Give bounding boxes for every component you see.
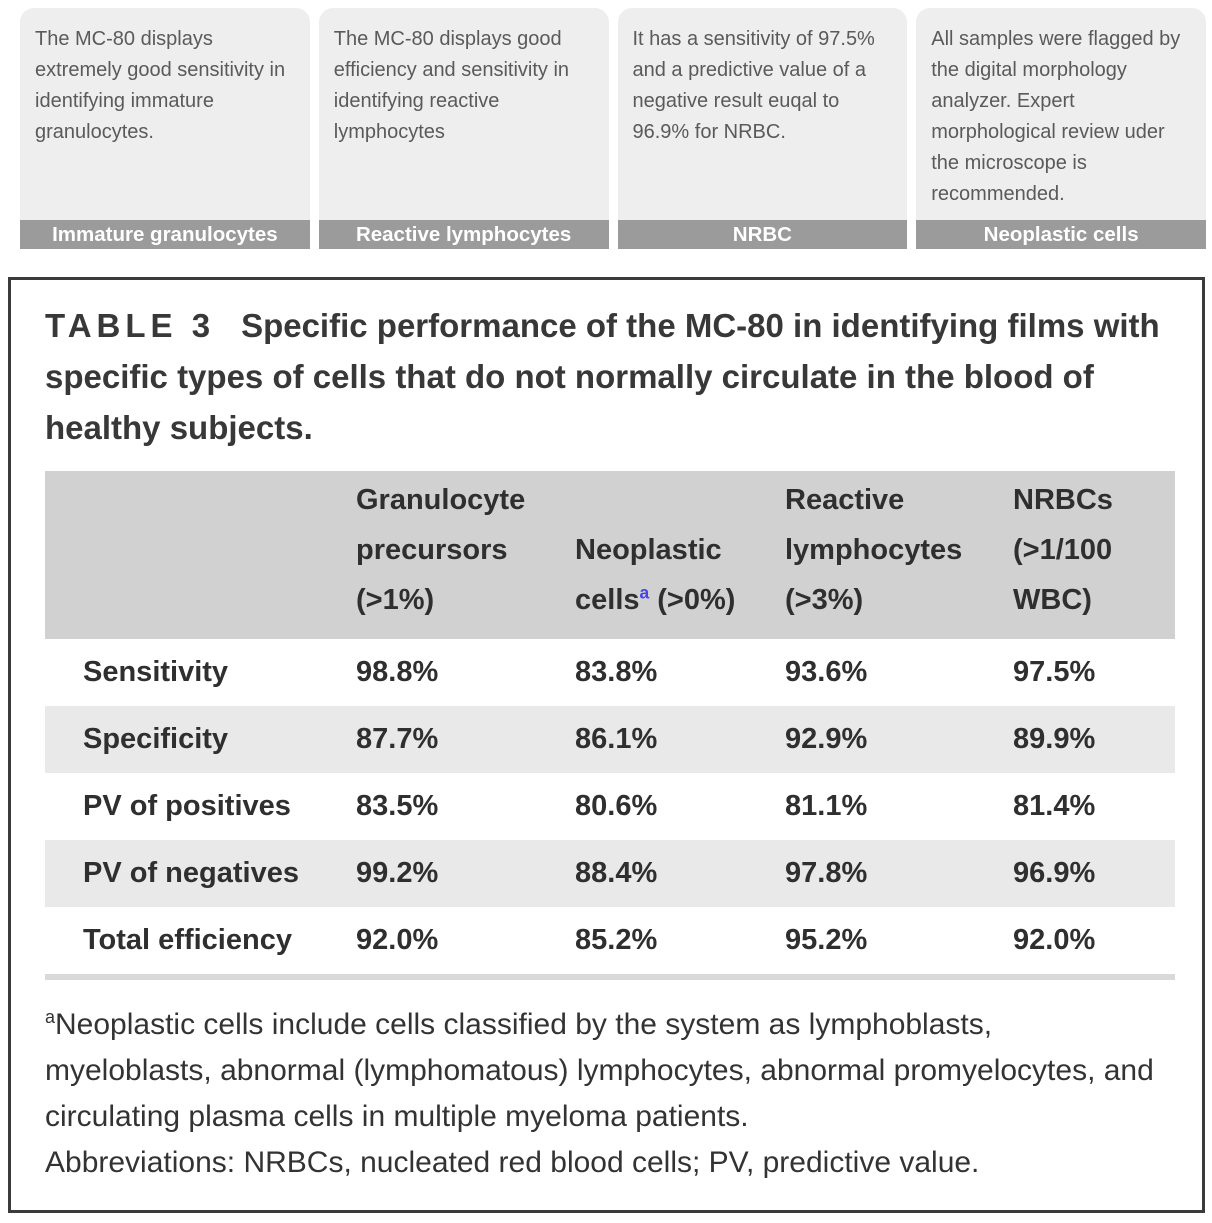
card-category-label: Immature granulocytes — [20, 220, 310, 249]
cell-value: 93.6% — [785, 656, 868, 688]
cell-value: 80.6% — [575, 790, 658, 822]
cell-value: 92.0% — [1013, 924, 1096, 956]
table-row-specificity — [45, 706, 1175, 773]
performance-table — [11, 471, 1202, 980]
cell-value: 97.5% — [1013, 656, 1096, 688]
footnote-superscript: a — [45, 1007, 56, 1027]
table-row-sensitivity — [45, 639, 1175, 706]
header-cell-neoplastic-cells: Neoplastic cells$^a$ (>0%) — [575, 534, 736, 616]
cell-value: 89.9% — [1013, 723, 1096, 755]
table-row-pv-positives — [45, 773, 1175, 840]
footnote-text: Neoplastic cells include cells classified by the system as lymphoblasts, myeloblasts, abnormal (lymphomatous) lymphocytes, abnormal promyelocytes, and circulating plasma cells in multiple myeloma patients. — [45, 1008, 1154, 1133]
cell-value: 81.4% — [1013, 790, 1096, 822]
cell-value: 97.8% — [785, 857, 868, 889]
table-caption: Specific performance of the MC-80 in identifying films with specific types of cells that do not normally circulate in the blood of healthy subjects. — [45, 307, 1160, 446]
cell-value: 92.9% — [785, 723, 868, 755]
cell-value: 87.7% — [356, 723, 439, 755]
summary-cards-row — [20, 8, 1206, 249]
cell-value: 96.9% — [1013, 857, 1096, 889]
row-label: Total efficiency — [83, 924, 292, 956]
table-header-row — [45, 471, 1175, 639]
card-neoplastic-cells — [916, 8, 1206, 249]
cell-value: 83.8% — [575, 656, 658, 688]
card-text: The MC-80 displays extremely good sensitivity in identifying immature granulocytes. — [20, 8, 310, 220]
footnote-abbreviations: Abbreviations: NRBCs, nucleated red blood cells; PV, predictive value. — [45, 1146, 980, 1179]
card-category-label: NRBC — [618, 220, 908, 249]
row-label: Specificity — [83, 723, 229, 755]
card-text: It has a sensitivity of 97.5% and a predictive value of a negative result euqal to 96.9% for NRBC. — [618, 8, 908, 220]
cell-value: 83.5% — [356, 790, 439, 822]
cell-value: 92.0% — [356, 924, 439, 956]
card-category-label: Neoplastic cells — [916, 220, 1206, 249]
card-reactive-lymphocytes — [319, 8, 609, 249]
cell-value: 95.2% — [785, 924, 868, 956]
header-cell-reactive-lymphocytes: Reactive lymphocytes (>3%) — [785, 484, 963, 616]
table-row-pv-negatives — [45, 840, 1175, 907]
table3-panel — [8, 277, 1205, 1213]
row-label: Sensitivity — [83, 656, 229, 688]
header-cell-empty — [45, 471, 356, 639]
table-bottom-rule — [45, 974, 1175, 980]
card-nrbc — [618, 8, 908, 249]
row-label: PV of negatives — [83, 857, 299, 889]
cell-value: 98.8% — [356, 656, 439, 688]
table-row-total-efficiency — [45, 907, 1175, 974]
card-text: The MC-80 displays good efficiency and sensitivity in identifying reactive lymphocytes — [319, 8, 609, 220]
header-cell-granulocyte-precursors: Granulocyte precursors (>1%) — [356, 484, 526, 616]
cell-value: 86.1% — [575, 723, 658, 755]
footnote-marker-a-icon: a — [639, 582, 650, 603]
cell-value: 81.1% — [785, 790, 868, 822]
card-category-label: Reactive lymphocytes — [319, 220, 609, 249]
table-title — [45, 300, 1164, 453]
table-number-label: TABLE 3 — [45, 307, 216, 344]
card-text: All samples were flagged by the digital morphology analyzer. Expert morphological review uder the microscope is recommended. — [916, 8, 1206, 220]
cell-value: 85.2% — [575, 924, 658, 956]
cell-value: 99.2% — [356, 857, 439, 889]
table-footnote — [45, 1002, 1162, 1186]
row-label: PV of positives — [83, 790, 291, 822]
cell-value: 88.4% — [575, 857, 658, 889]
header-cell-nrbcs: NRBCs (>1/100 WBC) — [1013, 484, 1113, 616]
card-immature-granulocytes — [20, 8, 310, 249]
